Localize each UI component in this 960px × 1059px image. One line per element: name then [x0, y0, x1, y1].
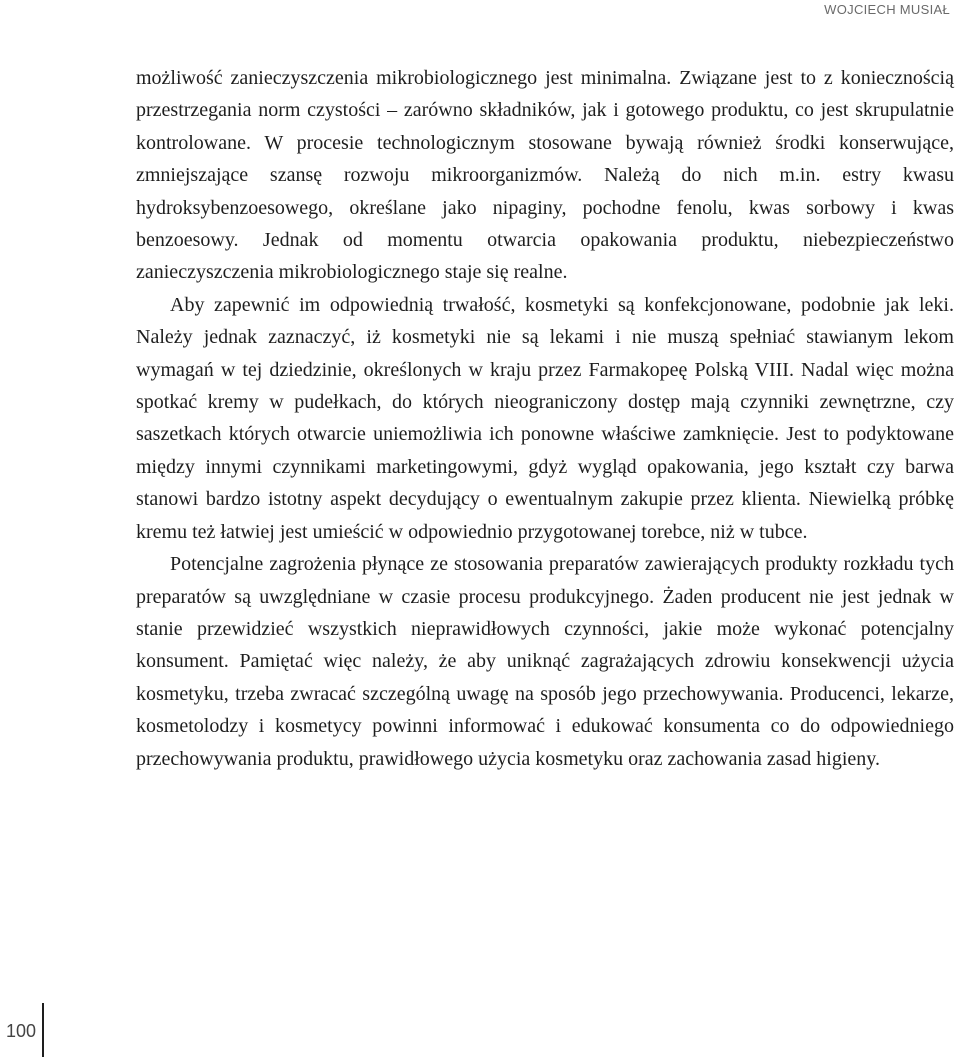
paragraph-1: możliwość zanieczyszczenia mikrobiologicznego jest minimalna. Związane jest to z koniecznością przestrzegania norm czystości – zarówno składników, jak i gotowego produktu, co jest skrupulatnie kontrolowane. W procesie technologicznym stosowane bywają również środki konserwujące, zmniejszające szansę rozwoju mikroorganizmów. Należą do nich m.in. estry kwasu hydroksybenzoesowego, określane jako nipaginy, pochodne fenolu, kwas sorbowy i kwas benzoesowy. Jednak od momentu otwarcia opakowania produktu, niebezpieczeństwo zanieczyszczenia mikrobiologicznego staje się realne. [136, 67, 954, 284]
paragraph-3: Potencjalne zagrożenia płynące ze stosowania preparatów zawierających produkty rozkładu tych preparatów są uwzględniane w czasie procesu produkcyjnego. Żaden producent nie jest jednak w stanie przewidzieć wszystkich nieprawidłowych czynności, jakie może wykonać potencjalny konsument. Pamiętać więc należy, że aby uniknąć zagrażających zdrowiu konsekwencji użycia kosmetyku, trzeba zwracać szczególną uwagę na sposób jego przechowywania. Producenci, lekarze, kosmetolodzy i kosmetycy powinni informować i edukować konsumenta co do odpowiedniego przechowywania produktu, prawidłowego użycia kosmetyku oraz zachowania zasad higieny. [136, 553, 954, 770]
body-text [136, 62, 954, 775]
page-number: 100 [6, 1021, 37, 1041]
page-footer [0, 999, 60, 1059]
paragraph-2: Aby zapewnić im odpowiednią trwałość, kosmetyki są konfekcjonowane, podobnie jak leki. Należy jednak zaznaczyć, iż kosmetyki nie są lekami i nie muszą spełniać stawianym lekom wymagań w tej dziedzinie, określonych w kraju przez Farmakopeę Polską VIII. Nadal więc można spotkać kremy w pudełkach, do których nieograniczony dostęp mają czynniki zewnętrzne, czy saszetkach których otwarcie uniemożliwia ich ponowne właściwe zamknięcie. Jest to podyktowane między innymi czynnikami marketingowymi, gdyż wygląd opakowania, jego kształt czy barwa stanowi bardzo istotny aspekt decydujący o ewentualnym zakupie przez klienta. Niewielką próbkę kremu też łatwiej jest umieścić w odpowiednio przygotowanej torebce, niż w tubce. [136, 293, 954, 543]
page-number-rule [42, 1003, 44, 1057]
running-header-author: WOJCIECH MUSIAŁ [824, 2, 950, 17]
